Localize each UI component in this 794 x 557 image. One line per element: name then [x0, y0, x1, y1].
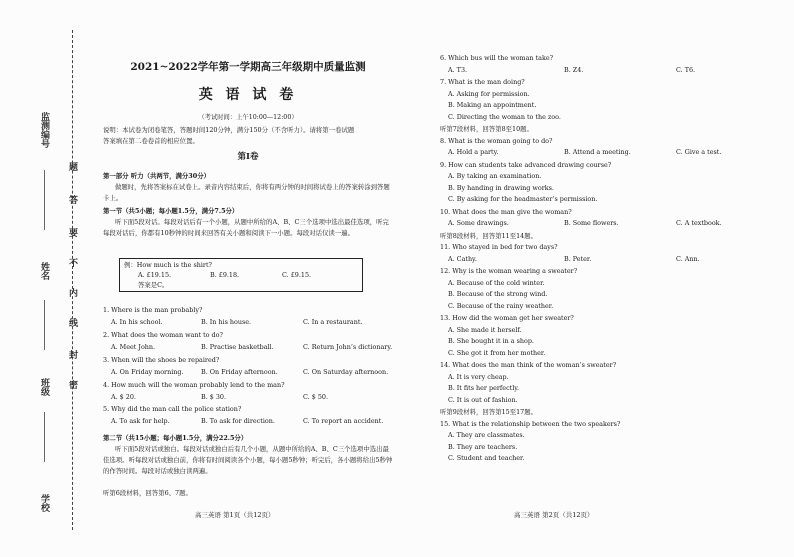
example-option-a: A. £19.15. [138, 271, 172, 279]
option-a: A. To ask for help. [111, 417, 170, 425]
question-text: 3. When will the shoes be repaired? [103, 356, 220, 364]
school-label: 学校 [39, 494, 49, 512]
option-c: C. Student and teacher. [448, 454, 525, 462]
option-b: B. Because of the strong wind. [448, 290, 548, 298]
option-b: B. Peter. [564, 254, 592, 263]
class-label: 班级 [39, 378, 49, 396]
option-a: A. By taking an examination. [448, 172, 542, 180]
question-text: 5. Why did the man call the police station? [103, 405, 242, 413]
sec2-heading: 第二节（共15小题；每小题1.5分，满分22.5分） [103, 434, 248, 442]
option-b: B. In his house. [201, 318, 252, 326]
no-answer-char: 题 [67, 162, 77, 171]
no-answer-char: 密 [67, 380, 77, 389]
question-text: 8. What is the woman going to do? [440, 136, 553, 145]
no-answer-char: 要 [67, 228, 77, 237]
name-label: 姓名 [39, 262, 49, 280]
question-text: 6. Which bus will the woman take? [440, 54, 554, 62]
exam-time: （考试时间：上午10:00—12:00） [198, 114, 298, 121]
no-answer-char: 内 [67, 288, 77, 297]
question-text: 12. Why is the woman wearing a sweater? [440, 267, 578, 275]
option-c: C. A textbook. [676, 219, 722, 227]
option-c: C. Ann. [676, 254, 700, 263]
option-b: B. Some flowers. [564, 219, 619, 227]
option-c: C. On Saturday afternoon. [303, 368, 389, 376]
option-a: A. Hold a party. [448, 148, 499, 156]
option-c: C. She got it from her mother. [448, 348, 546, 357]
option-a: A. T3. [448, 65, 468, 74]
option-a: A. Cathy. [448, 254, 477, 263]
option-c: C. It is out of fashion. [448, 395, 518, 404]
page-footer-right: 高三英语 第2页（共12页） [514, 511, 594, 519]
part1-heading: 第一部分 听力（共两节，满分30分） [103, 172, 210, 180]
option-a: A. Because of the cold winter. [448, 278, 545, 287]
example-box [119, 258, 363, 292]
option-c: C. In a restaurant. [303, 318, 363, 326]
part1-intro: 做题时，先将答案标在试卷上。录音内容结束后，你将有两分钟的时间将试卷上的答案转涂到答题卡上。 [103, 183, 390, 202]
question-text: 11. Who stayed in bed for two days? [440, 243, 558, 251]
volume-title: 第Ⅰ卷 [237, 152, 259, 162]
question-text: 10. What does the man give the woman? [440, 207, 572, 216]
no-answer-char: 线 [67, 318, 77, 327]
binding-sidebar [0, 0, 100, 557]
option-a: A. In his school. [111, 318, 163, 326]
option-c: C. Because of the rainy weather. [448, 301, 554, 310]
sec2-intro: 听下面5段对话或独白。每段对话或独白后有几个小题，从题中所给的A、B、C三个选项中选出最佳选项。听每段对话或独白前，你将有时间阅读各个小题，每小题5秒钟；听完后，各小题将给出5秒钟的作答时间。每段对话或独白读两遍。 [103, 445, 393, 475]
option-a: A. $ 20. [111, 393, 136, 401]
option-a: A. Asking for permission. [448, 89, 530, 98]
year-title: 2021~2022学年第一学期高三年级期中质量监测 [130, 61, 366, 73]
option-c: C. $ 50. [303, 393, 328, 401]
option-c: C. Give a test. [676, 148, 722, 156]
option-a: A. It is very cheap. [448, 372, 509, 381]
example-option-c: C. £9.15. [282, 271, 312, 279]
option-c: C. Directing the woman to the zoo. [448, 112, 561, 121]
option-b: B. $ 30. [201, 393, 227, 401]
question-text: 9. How can students take advanced drawing course? [440, 160, 612, 169]
question-text: 14. What does the man think of the woman’s sweater? [440, 361, 617, 369]
question-text: 2. What does the woman want to do? [103, 331, 223, 339]
exam-number-line [44, 170, 45, 230]
no-answer-char: 不 [67, 258, 77, 267]
option-b: B. By handing in drawing works. [448, 183, 554, 192]
question-text: 4. How much will the woman probably lend to the man? [103, 381, 285, 389]
question-text: 1. Where is the man probably? [103, 306, 203, 314]
material-note: 听第7段材料，回答第8至10题。 [440, 125, 533, 133]
option-b: B. Making an appointment. [448, 101, 537, 109]
option-a: A. Meet John. [111, 343, 156, 351]
option-a: A. Some drawings. [448, 219, 509, 227]
option-a: A. They are classmates. [448, 431, 525, 439]
name-line [44, 300, 45, 350]
option-a: A. On Friday morning. [111, 368, 184, 376]
example-option-b: B. £9.18. [210, 271, 240, 279]
instructions-line-2: 答案填在第二卷卷首的相应位置。 [103, 137, 199, 145]
sec1-heading: 第一节（共5小题；每小题1.5分，满分7.5分） [103, 207, 239, 215]
option-c: C. T6. [676, 65, 696, 74]
material-note: 听第8段材料，回答第11至14题。 [440, 231, 538, 240]
question-text: 13. How did the woman get her sweater? [440, 314, 574, 322]
question-text: 15. What is the relationship between the two speakers? [440, 419, 621, 428]
option-c: C. By asking for the headmaster’s permission. [448, 195, 598, 203]
example-question: 例：How much is the shirt? [124, 261, 212, 269]
material-note: 听第9段材料，回答第15至17题。 [440, 408, 538, 416]
option-b: B. Practise basketball. [201, 343, 274, 351]
class-line [44, 412, 45, 462]
seal-line [72, 30, 73, 530]
option-b: B. To ask for direction. [201, 417, 275, 425]
material-note: 听第6段材料，回答第6、7题。 [103, 489, 192, 497]
paper-title: 英 语 试 卷 [198, 87, 298, 103]
no-answer-char: 封 [67, 350, 77, 359]
exam-number-label: 监测编号 [39, 112, 49, 148]
example-answer: 答案是C。 [138, 281, 169, 289]
option-b: B. Attend a meeting. [564, 148, 631, 156]
no-answer-char: 答 [67, 195, 77, 204]
page-footer-left: 高三英语 第1页（共12页） [195, 511, 275, 519]
option-a: A. She made it herself. [448, 325, 522, 334]
sec1-intro: 听下面5段对话。每段对话后有一个小题，从题中所给的A、B、C三个选项中选出最佳选项，听完每段对话后，你都有10秒钟的时间来回答有关小题和阅读下一小题。每段对话仅读一遍。 [103, 218, 389, 237]
instructions-line-1: 说明：本试卷为闭卷笔答，答题时间120分钟，满分150分（不含听力）。请将第一卷试题 [103, 126, 355, 134]
option-b: B. Z4. [564, 65, 584, 74]
option-b: B. It fits her perfectly. [448, 384, 520, 392]
question-text: 7. What is the man doing? [440, 78, 525, 86]
option-b: B. They are teachers. [448, 442, 518, 451]
option-b: B. She bought it in a shop. [448, 337, 534, 345]
option-c: C. Return John’s dictionary. [303, 343, 393, 351]
option-c: C. To report an accident. [303, 417, 384, 425]
option-b: B. On Friday afternoon. [201, 368, 278, 376]
